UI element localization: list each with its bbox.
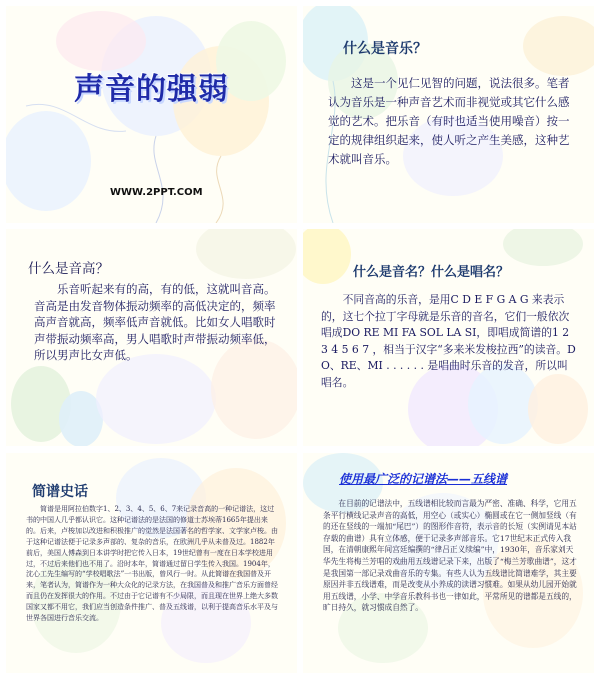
slide-thumbnail-1[interactable] (6, 6, 297, 223)
slide-thumbnail-2[interactable] (303, 6, 594, 223)
slide-body: 不同音高的乐音，是用C D E F G A G 来表示的，这七个拉丁字母就是乐音的音名，它们一般依次唱成DO RE MI FA SOL LA SI，即唱成简谱的1 2 3 4 5 6 7 ，相当于汉字“多来米发梭拉西”的读音。DO、RE、MI . . . . . . 是唱曲时乐音的发音，所以叫唱名。 (321, 293, 576, 389)
slide-body: 乐音听起来有的高，有的低，这就叫音高。音高是由发音物体振动频率的高低决定的，频率高声音就高，频率低声音就低。比如女人唱歌时声带振动频率高，男人唱歌时声带振动频率低，所以男声比女声低。 (34, 282, 276, 362)
slide-title: 声音的强弱 (74, 72, 229, 107)
slide-thumbnail-6[interactable] (303, 453, 594, 673)
slide-heading: 什么是音乐？ (343, 41, 427, 57)
slide-heading: 什么是音名？什么是唱名？ (353, 265, 510, 280)
site-url: WWW.2PPT.COM (110, 187, 203, 198)
slide-thumbnail-4[interactable] (303, 229, 594, 446)
slide-body: 在目前的记谱法中，五线谱相比较而言最为严密、准确、科学，它用五条平行横线记录声音的高低，用空心（或实心）椭圆或在它一侧加竖线（有的还在竖线的一端加“尾巴”）的图形作音符，表示音的长短（实例请见本站存载的曲谱）具有立体感，便于记录多声部音乐。它17世纪末正式传入我国，在清朝康熙年间宫廷编撰的“律吕正义续编”中，1930年，音乐家刘天华先生将梅兰芳唱的戏曲用五线谱记录下来，出版了“梅兰芳歌曲谱”，这才是我国第一部记录戏曲音乐的专集。有些人认为五线谱比简谱难学，其主要原因并非五线谱难，而是改变从小养成的读谱习惯难。如果从幼儿园开始就用五线谱，小学、中学音乐教科书也一律如此，平常所见的谱都是五线的，旷日持久，就习惯成自然了。 (323, 499, 577, 613)
slide-body: 这是一个见仁见智的问题，说法很多。笔者认为音乐是一种声音艺术而非视觉或其它什么感觉的艺术。把乐音（有时也适当使用噪音）按一定的规律组织起来，使人听之产生美感，这种艺术就叫音乐。 (328, 76, 570, 166)
slide-thumbnail-5[interactable] (6, 453, 297, 673)
slide-heading: 简谱史话 (32, 484, 88, 500)
slide-heading: 使用最广泛的记谱法——五线谱 (339, 472, 508, 486)
slide-heading: 什么是音高？ (28, 261, 109, 277)
slide-thumbnail-3[interactable] (6, 229, 297, 446)
slide-body: 简谱是用阿拉伯数字1、2、3、4、5、6、7来记录音高的一种记谱法，这过书的中国人几乎都认识它。这种记谱法的是法国的修道士苏埃蒂1665年提出来的。后来，卢梭加以改进和积极推广的觉然是法国著名的哲学家、文学家卢梭。由于这种记谱法便于记录多声部的、复杂的音乐，在欧洲几乎从未普及过。1882年前后，美国人傅森到日本讲学时把它传入日本，19世纪曾有一度在日本学校进用过，不过后来他们也不用了。沿时本年，简谱通过留日学生传入我国。1904年，沈心工先生编写的“学校唱歌法”一书出版，曾风行一时。从此简谱在我国普及开来，笔者认为，简谱作为一种大众化的记录方法，在我国普及和推广音乐方面曾经而且仍在发挥很大的作用。不过由于它记谱有不少局限，而且现在世界上绝大多数国家又都不用它，我们应当创造条件推广、普及五线谱，以利于提高音乐水平及与世界各国进行音乐交流。 (26, 505, 278, 623)
